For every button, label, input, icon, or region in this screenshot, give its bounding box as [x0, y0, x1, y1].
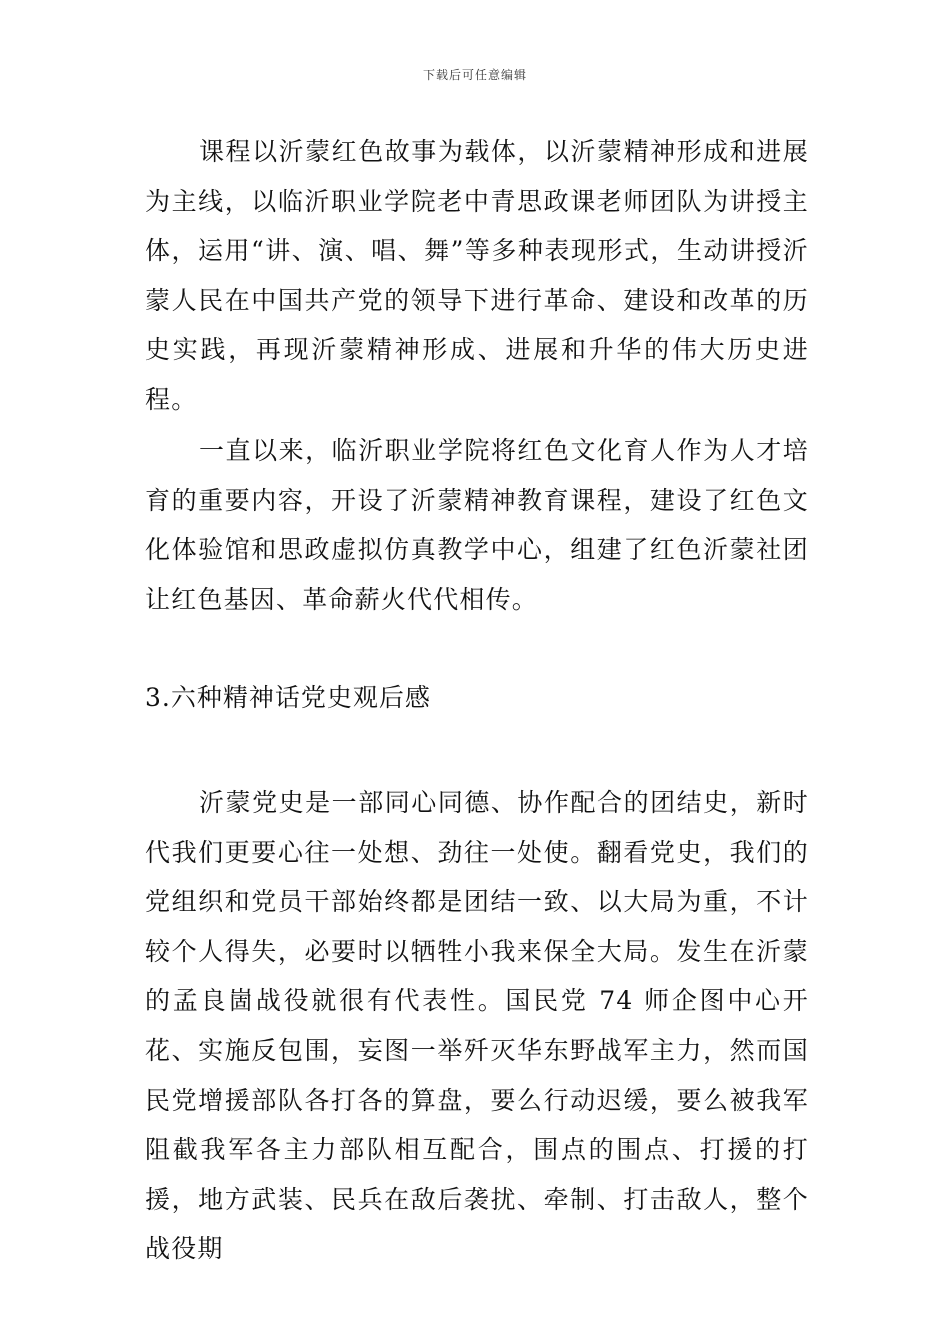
paragraph-party-history: 沂蒙党史是一部同心同德、协作配合的团结史，新时代我们更要心往一处想、劲往一处使。翻看党史，我们的党组织和党员干部始终都是团结一致、以大局为重，不计较个人得失，必要时以牺牲小我来保全大局。发生在沂蒙的孟良崮战役就很有代表性。国民党 74 师企图中心开花、实施反包围，妄图一举歼灭华东野战军主力，然而国民党增援部队各打各的算盘，要么行动迟缓，要么被我军阻截我军各主力部队相互配合，围点的围点、打援的打援，地方武装、民兵在敌后袭扰、牵制、打击敌人，整个战役期 [145, 788, 809, 1264]
section-heading: 3.六种精神话党史观后感 [145, 683, 431, 712]
paragraph-red-culture: 一直以来，临沂职业学院将红色文化育人作为人才培育的重要内容，开设了沂蒙精神教育课程，建设了红色文化体验馆和思政虚拟仿真教学中心，组建了红色沂蒙社团让红色基因、革命薪火代代相传。 [145, 436, 809, 614]
paragraph-course-intro: 课程以沂蒙红色故事为载体，以沂蒙精神形成和进展为主线，以临沂职业学院老中青思政课老师团队为讲授主体，运用“讲、演、唱、舞”等多种表现形式，生动讲授沂蒙人民在中国共产党的领导下进行革命、建设和改革的历史实践，再现沂蒙精神形成、进展和升华的伟大历史进程。 [145, 137, 809, 414]
header-note: 下载后可任意编辑 [422, 68, 527, 82]
